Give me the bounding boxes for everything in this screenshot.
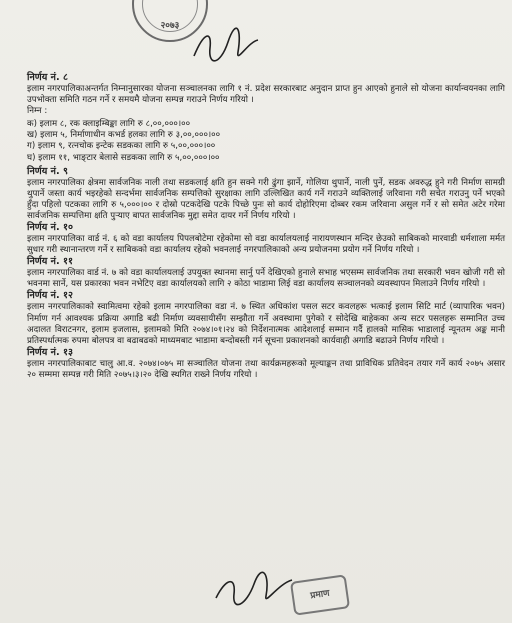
decision-13	[27, 347, 505, 381]
seal-text: २०७३	[160, 21, 180, 31]
decision-9	[27, 166, 505, 222]
decision-body: इलाम नगरपालिकाअन्तर्गत निम्नानुसारका योजना सञ्चालनका लागि १ नं. प्रदेश सरकारबाट अनुदान प्राप्त हुन आएको हुनाले सो योजना कार्यान्वयनका लागि उपभोक्ता समिति गठन गर्ने र समयमै योजना सम्पन्न गराउने निर्णय गरियो ।	[27, 84, 505, 106]
decision-heading: निर्णय नं. ८	[27, 72, 68, 83]
list-item: क) इलाम ८, रक क्लाइम्बिङ्का लागि रु ८,००,०००।००	[27, 119, 191, 130]
decision-body: इलाम नगरपालिका वार्ड नं. ६ को वडा कार्यालय पिपलबोटेमा रहेकोमा सो वडा कार्यालयलाई नारायणस्थान मन्दिर छेउको साबिकको मारवाडी धर्मशाला मर्मत सुधार गरी स्थानान्तरण गर्ने र साबिकको वडा कार्यालय रहेको भवनलाई नगरपालिकाको अन्य प्रयोजनमा प्रयोग गर्ने निर्णय गरियो ।	[27, 234, 505, 256]
decision-list	[27, 72, 505, 381]
decision-heading: निर्णय नं. १०	[27, 222, 73, 234]
verification-stamp	[290, 574, 350, 615]
top-signature	[190, 22, 262, 74]
list-title: निम्न :	[27, 106, 48, 117]
decision-10	[27, 222, 505, 256]
stamp-text: प्रमाण	[309, 588, 331, 602]
decision-8	[27, 72, 505, 164]
list-item: घ) इलाम ११, भाङ्टार बेलासे सडकका लागि रु ५,००,०००।००	[27, 152, 220, 163]
decision-heading: निर्णय नं. ११	[27, 256, 73, 268]
bottom-signature	[212, 566, 296, 612]
decision-heading: निर्णय नं. १२	[27, 290, 73, 302]
grant-list	[27, 119, 505, 163]
decision-heading: निर्णय नं. १३	[27, 346, 73, 358]
list-item: ख) इलाम ५, निर्माणाधीन कभर्ड हलका लागि रु ३,००,०००।००	[27, 130, 221, 141]
decision-body: इलाम नगरपालिका वार्ड नं. ७ को वडा कार्यालयलाई उपयुक्त स्थानमा सार्नु पर्ने देखिएको हुनाले सभाह भएसम्म सार्वजनिक तथा सरकारी भवन खोजी गरी सो भवनमा सार्ने, यस प्रकारका भवन नभेटिए वडा कार्यालयको लागि २ कोठा भाडामा लिई वडा कार्यालय सञ्चालनको व्यवस्थापन मिलाउने निर्णय गरियो ।	[27, 268, 505, 290]
decision-body: इलाम नगरपालिका क्षेत्रमा सार्वजनिक नाली तथा सडकलाई क्षति हुन सक्ने गरी ढुंगा झार्ने, गोलिया थुपार्ने, नाली पुर्ने, सडक अवरुद्ध हुने गरी निर्माण सामग्री थुपार्ने जस्ता कार्य भइरहेको सन्दर्भमा सार्वजनिक सम्पत्तिको सुरक्षाका लागि उल्लिखित कार्य गर्ने गराउने व्यक्तिलाई जरिवाना गरी सचेत गराउनु पर्ने भएको हुँदा पहिलो पटकका लागि रु ५,०००।०० र दोस्रो पटकदेखि पटके पिच्छे पुनः सो कार्य दोहोरिएमा दोब्बर रकम जरिवाना असुल गर्ने र सो समेत अटेर गरेमा सार्वजनिक सम्पत्तिमा क्षति पुऱ्याए बापत सार्वजनिक मुद्दा समेत दायर गर्ने निर्णय गरियो ।	[27, 177, 505, 221]
list-item: ग) इलाम ९, रत्नचोक इन्टेक सडकका लागि रु ५,००,०००।००	[27, 141, 216, 152]
decision-heading: निर्णय नं. ९	[27, 165, 68, 177]
decision-11	[27, 256, 505, 290]
decision-body: इलाम नगरपालिकाबाट चालु आ.व. २०७४।०७५ मा सञ्चालित योजना तथा कार्यक्रमहरूको मूल्याङ्कन तथा प्राविधिक प्रतिवेदन तयार गर्ने कार्य २०७५ असार २० सम्ममा सम्पन्न गरी मिति २०७५।३।२० देखि स्थगित राख्ने निर्णय गरियो ।	[27, 358, 505, 380]
decision-body: इलाम नगरपालिकाको स्वामित्वमा रहेको इलाम नगरपालिका वडा नं. ७ स्थित अधिकांश पसल सटर कवलहरू भत्काई इलाम सिटि मार्ट (व्यापारिक भवन) निर्माण गर्न आवश्यक प्रक्रिया अगाडि बढी निर्माण व्यवसायीसँग सम्झौता गर्ने अवस्थामा पुगेको र सोदेखि बाहेकका अन्य सटर पसलहरू सम्मानित उच्च अदालत विराटनगर, इलाम इजलास, इलामको मिति २०७४।०१।२४ को निर्देशनात्मक आदेशलाई सम्मान गर्दै हालको मासिक भाडालाई न्यूनतम अङ्क मानी प्रतिस्पर्धात्मक रुपमा बोलपत्र वा बढाबढको माध्यमबाट भाडामा बन्दोबस्ती गर्न सूचना प्रकाशनको कार्यवाही अगाडि बढाउने निर्णय गरियो ।	[27, 302, 505, 346]
decision-12	[27, 290, 505, 346]
